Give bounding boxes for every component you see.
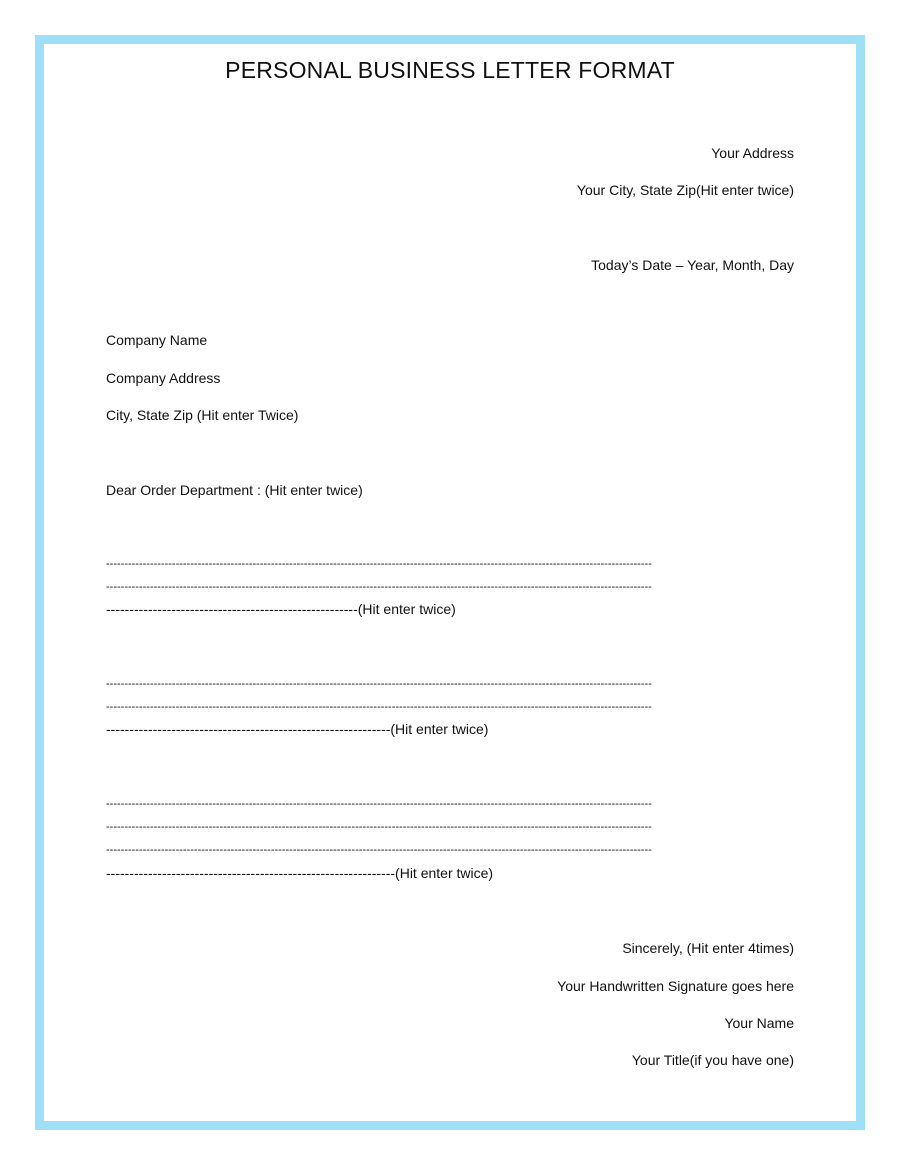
closing-title: Your Title(if you have one)	[631, 1052, 794, 1068]
paragraph-1-line-1: -----------------------------------------------------------------------------------------------------------------------------------------------------	[106, 558, 652, 570]
paragraph-3-line-2: -----------------------------------------------------------------------------------------------------------------------------------------------------	[106, 821, 652, 833]
recipient-city-state-zip: City, State Zip (Hit enter Twice)	[106, 407, 299, 423]
sender-city-state-zip: Your City, State Zip(Hit enter twice)	[576, 182, 794, 198]
sender-address: Your Address	[711, 145, 794, 161]
document-title: PERSONAL BUSINESS LETTER FORMAT	[225, 57, 675, 83]
paragraph-1-line-2: -----------------------------------------------------------------------------------------------------------------------------------------------------	[106, 581, 652, 593]
recipient-company-name: Company Name	[106, 332, 208, 348]
salutation: Dear Order Department : (Hit enter twice)	[106, 482, 363, 498]
closing-sincerely: Sincerely, (Hit enter 4times)	[622, 940, 794, 956]
closing-name: Your Name	[724, 1015, 794, 1031]
recipient-company-address: Company Address	[106, 370, 221, 386]
letter-date: Today’s Date – Year, Month, Day	[591, 257, 794, 273]
paragraph-2-line-1: -----------------------------------------------------------------------------------------------------------------------------------------------------	[106, 678, 652, 690]
paragraph-1-last-line: ------------------------------------------------------(Hit enter twice)	[106, 601, 456, 617]
closing-signature: Your Handwritten Signature goes here	[557, 978, 794, 994]
paragraph-3-last-line: --------------------------------------------------------------(Hit enter twice)	[106, 865, 494, 881]
paragraph-3-line-3: -----------------------------------------------------------------------------------------------------------------------------------------------------	[106, 844, 652, 856]
paragraph-3-line-1: -----------------------------------------------------------------------------------------------------------------------------------------------------	[106, 798, 652, 810]
paragraph-2-last-line: -------------------------------------------------------------(Hit enter twice)	[106, 721, 489, 737]
paragraph-2-line-2: -----------------------------------------------------------------------------------------------------------------------------------------------------	[106, 701, 652, 713]
